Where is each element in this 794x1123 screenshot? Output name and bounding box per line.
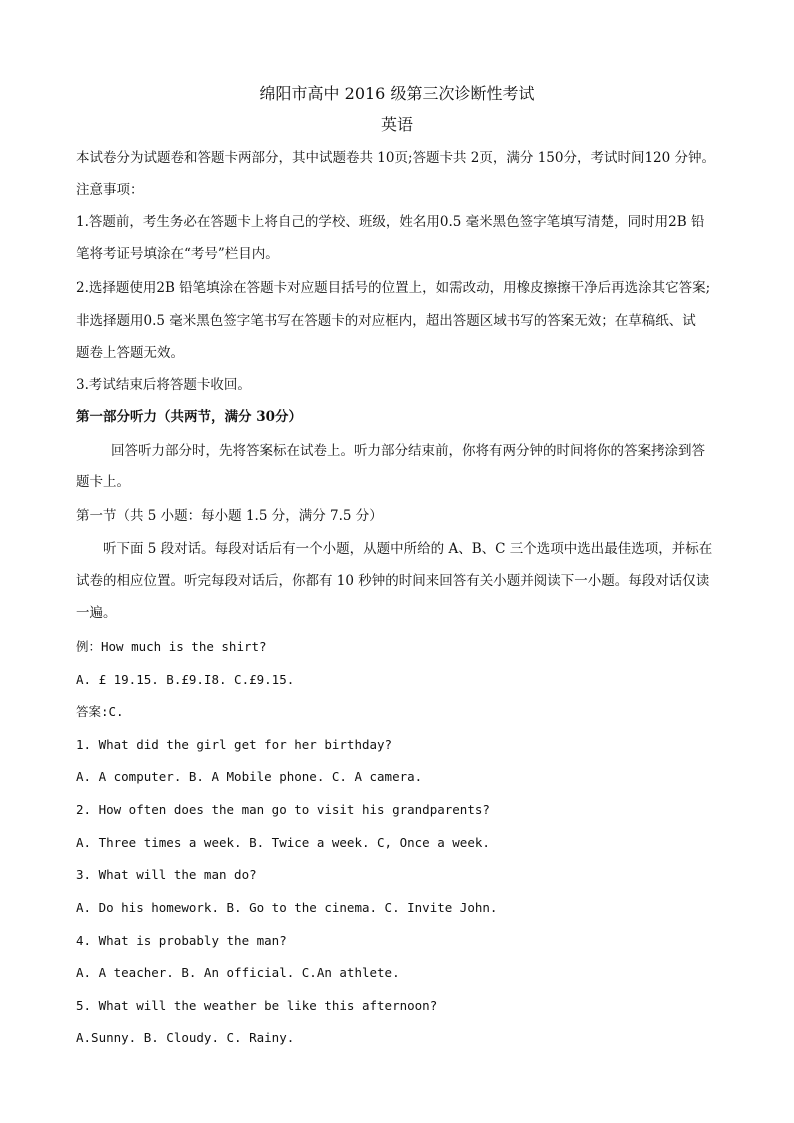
notice-heading: 注意事项： [76,182,144,198]
question-4: 4. What is probably the man? [76,933,287,948]
question-5-options: A.Sunny. B. Cloudy. C. Rainy. [76,1030,295,1045]
section1-instructions-cont: 试卷的相应位置。听完每段对话后，你都有 10 秒钟的时间来回答有关小题并阅读下一小题。每段对话仅读 [76,573,710,589]
question-3: 3. What will the man do? [76,867,257,882]
question-1-options: A. A computer. B. A Mobile phone. C. A camera. [76,769,423,784]
notice-item-2-cont: 非选择题用0.5 毫米黑色签字笔书写在答题卡的对应框内，超出答题区域书写的答案无效；在草稿纸、试 [76,313,696,329]
example-answer: 答案:C. [76,704,124,719]
section1-instructions: 听下面 5 段对话。每段对话后有一个小题，从题中所给的 A、B、C 三个选项中选出最佳选项，并标在 [103,541,713,557]
notice-item-2: 2.选择题使用2B 铅笔填涂在答题卡对应题目括号的位置上，如需改动，用橡皮擦擦干净后再选涂其它答案; [76,280,711,296]
intro-text: 本试卷分为试题卷和答题卡两部分，其中试题卷共 10页;答题卡共 2页，满分 150分，考试时间120 分钟。 [76,150,716,166]
notice-item-1-cont: 笔将考证号填涂在“考号”栏目内。 [76,246,279,262]
example-question: 例：How much is the shirt? [76,639,267,654]
notice-item-3: 3.考试结束后将答题卡收回。 [76,377,251,393]
question-3-options: A. Do his homework. B. Go to the cinema. C. Invite John. [76,900,498,915]
exam-title: 绵阳市高中 2016 级第三次诊断性考试 [259,84,535,103]
example-options: A. £ 19.15. B.£9.I8. C.£9.15. [76,672,295,687]
question-1: 1. What did the girl get for her birthday? [76,737,393,752]
notice-item-1: 1.答题前，考生务必在答题卡上将自己的学校、班级，姓名用0.5 毫米黑色签字笔填写清楚，同时用2B 铅 [76,214,705,230]
part1-instructions-cont: 题卡上。 [76,474,130,490]
section1-heading: 第一节（共 5 小题：每小题 1.5 分，满分 7.5 分） [76,508,383,524]
question-2-options: A. Three times a week. B. Twice a week. C, Once a week. [76,835,490,850]
section1-instructions-end: 一遍。 [76,605,117,621]
part1-heading: 第一部分听力（共两节，满分 30分） [76,409,302,425]
exam-subject: 英语 [380,115,413,134]
part1-instructions: 回答听力部分时，先将答案标在试卷上。听力部分结束前，你将有两分钟的时间将你的答案拷涂到答 [111,443,705,459]
notice-item-2-end: 题卷上答题无效。 [76,345,184,361]
question-5: 5. What will the weather be like this afternoon? [76,998,438,1013]
question-4-options: A. A teacher. B. An official. C.An athlete. [76,965,400,980]
question-2: 2. How often does the man go to visit his grandparents? [76,802,490,817]
